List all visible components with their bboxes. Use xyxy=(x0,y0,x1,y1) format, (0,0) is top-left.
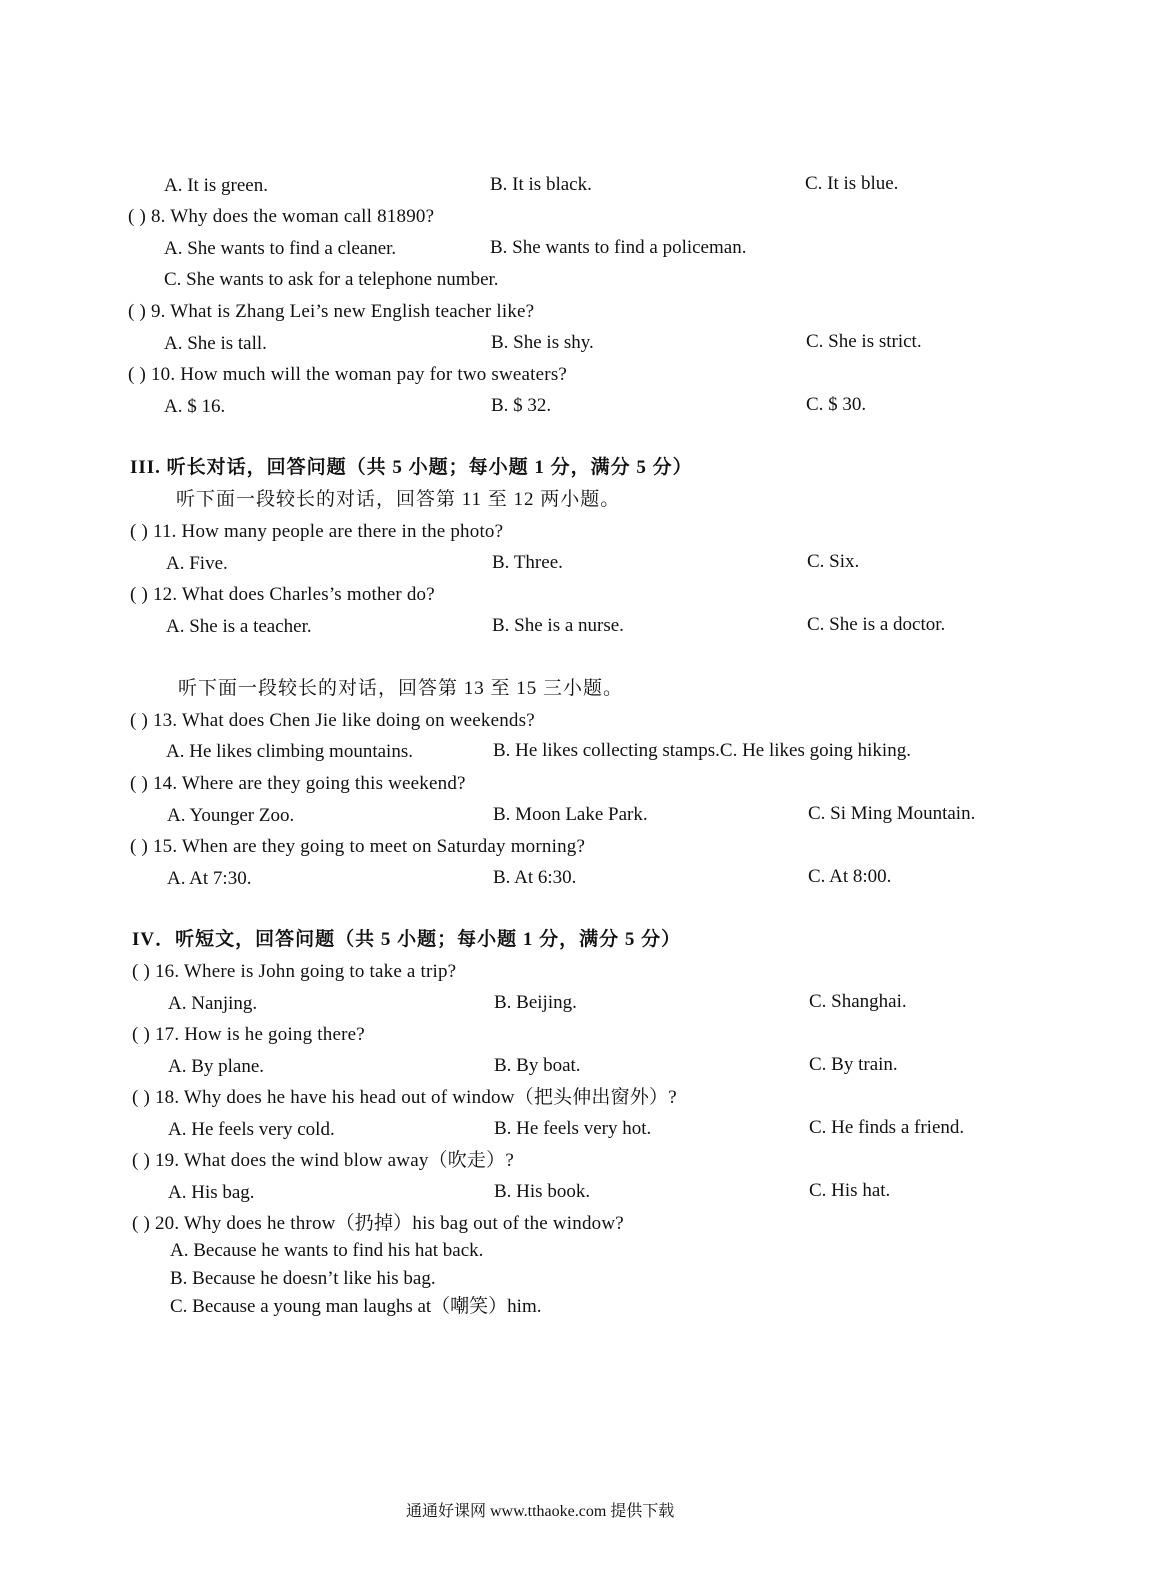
question-11-option-a: A. Five. xyxy=(166,553,228,574)
section-3-instruction-1: 听下面一段较长的对话，回答第 11 至 12 两小题。 xyxy=(176,489,621,510)
question-11-option-b: B. Three. xyxy=(492,552,563,573)
question-8-option-a: A. She wants to find a cleaner. xyxy=(164,238,397,259)
question-20-option-b: B. Because he doesn’t like his bag. xyxy=(170,1268,436,1289)
question-19-stem: ( ) 19. What does the wind blow away（吹走）? xyxy=(132,1150,514,1171)
question-12-option-b: B. She is a nurse. xyxy=(492,615,624,636)
question-14-option-b: B. Moon Lake Park. xyxy=(493,804,648,825)
question-17-option-a: A. By plane. xyxy=(168,1056,265,1077)
question-17-option-b: B. By boat. xyxy=(494,1055,581,1076)
question-16-option-c: C. Shanghai. xyxy=(809,991,907,1012)
question-15-option-b: B. At 6:30. xyxy=(493,867,577,888)
question-19-option-c: C. His hat. xyxy=(809,1180,891,1201)
question-13-option-bc: B. He likes collecting stamps.C. He likes going hiking. xyxy=(493,740,911,761)
question-9-option-a: A. She is tall. xyxy=(164,333,267,354)
question-19-option-a: A. His bag. xyxy=(168,1182,255,1203)
section-4-title: IV．听短文，回答问题（共 5 小题；每小题 1 分，满分 5 分） xyxy=(132,929,682,950)
question-8-option-b: B. She wants to find a policeman. xyxy=(490,237,747,258)
question-14-option-a: A. Younger Zoo. xyxy=(167,805,295,826)
question-20-stem: ( ) 20. Why does he throw（扔掉）his bag out of the window? xyxy=(132,1213,624,1234)
question-17-stem: ( ) 17. How is he going there? xyxy=(132,1024,365,1045)
question-20-option-c: C. Because a young man laughs at（嘲笑）him. xyxy=(170,1296,542,1317)
question-14-stem: ( ) 14. Where are they going this weekend? xyxy=(130,773,466,794)
question-18-option-c: C. He finds a friend. xyxy=(809,1117,965,1138)
q7-option-a: A. It is green. xyxy=(164,175,268,196)
question-18-stem: ( ) 18. Why does he have his head out of window（把头伸出窗外）? xyxy=(132,1087,677,1108)
question-10-option-c: C. $ 30. xyxy=(806,394,867,415)
question-13-option-a: A. He likes climbing mountains. xyxy=(166,741,413,762)
question-13-stem: ( ) 13. What does Chen Jie like doing on weekends? xyxy=(130,710,535,731)
question-20-option-a: A. Because he wants to find his hat back. xyxy=(170,1240,484,1261)
question-15-option-c: C. At 8:00. xyxy=(808,866,892,887)
question-11-option-c: C. Six. xyxy=(807,551,860,572)
question-9-option-c: C. She is strict. xyxy=(806,331,922,352)
question-8-option-c: C. She wants to ask for a telephone number. xyxy=(164,269,499,290)
question-18-option-b: B. He feels very hot. xyxy=(494,1118,652,1139)
question-18-option-a: A. He feels very cold. xyxy=(168,1119,335,1140)
question-12-option-a: A. She is a teacher. xyxy=(166,616,312,637)
question-14-option-c: C. Si Ming Mountain. xyxy=(808,803,976,824)
q7-option-c: C. It is blue. xyxy=(805,173,899,194)
question-16-option-b: B. Beijing. xyxy=(494,992,577,1013)
question-9-option-b: B. She is shy. xyxy=(491,332,594,353)
question-12-stem: ( ) 12. What does Charles’s mother do? xyxy=(130,584,435,605)
question-9-stem: ( ) 9. What is Zhang Lei’s new English teacher like? xyxy=(128,301,535,322)
question-19-option-b: B. His book. xyxy=(494,1181,591,1202)
question-16-stem: ( ) 16. Where is John going to take a trip? xyxy=(132,961,457,982)
section-3-instruction-2: 听下面一段较长的对话，回答第 13 至 15 三小题。 xyxy=(178,678,624,699)
question-8-stem: ( ) 8. Why does the woman call 81890? xyxy=(128,206,435,227)
question-12-option-c: C. She is a doctor. xyxy=(807,614,946,635)
question-10-option-a: A. $ 16. xyxy=(164,396,226,417)
question-10-stem: ( ) 10. How much will the woman pay for two sweaters? xyxy=(128,364,568,385)
question-11-stem: ( ) 11. How many people are there in the photo? xyxy=(130,521,504,542)
footer-source: 通通好课网 www.tthaoke.com 提供下载 xyxy=(406,1503,675,1520)
question-15-stem: ( ) 15. When are they going to meet on Saturday morning? xyxy=(130,836,586,857)
question-10-option-b: B. $ 32. xyxy=(491,395,552,416)
question-15-option-a: A. At 7:30. xyxy=(167,868,252,889)
question-17-option-c: C. By train. xyxy=(809,1054,898,1075)
section-3-title: III. 听长对话，回答问题（共 5 小题；每小题 1 分，满分 5 分） xyxy=(130,457,693,478)
question-16-option-a: A. Nanjing. xyxy=(168,993,258,1014)
q7-option-b: B. It is black. xyxy=(490,174,592,195)
